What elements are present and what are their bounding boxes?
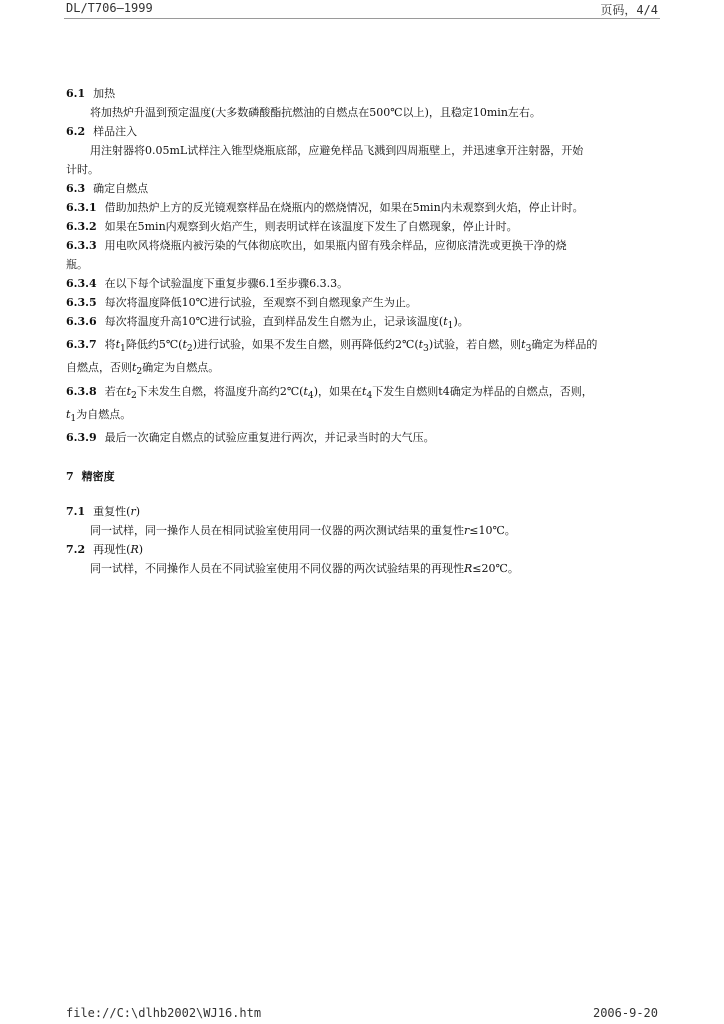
page-number: 页码，4/4 bbox=[600, 3, 658, 17]
section-7-2-text: 同一试样，不同操作人员在不同试验室使用不同仪器的两次试验结果的再现性R≤20℃。 bbox=[90, 561, 519, 575]
section-6-3-3-cont: 瓶。 bbox=[66, 258, 88, 271]
section-7-1-text: 同一试样，同一操作人员在相同试验室使用同一仪器的两次测试结果的重复性r≤10℃。 bbox=[90, 523, 516, 537]
section-6-3-5: 6.3.5 每次将温度降低10℃进行试验，至观察不到自燃现象产生为止。 bbox=[66, 296, 417, 309]
section-7-1-heading: 7.1 重复性(r) bbox=[66, 504, 140, 518]
section-6-3-8: 6.3.8 若在$t_2$下未发生自燃，将温度升高约$2℃(t_4)$，如果在$t_4$下发生自燃则t4确定为样品的自燃点，否则， bbox=[66, 384, 593, 401]
section-6-1-text: 将加热炉升温到预定温度(大多数磷酸酯抗燃油的自燃点在500℃以上)，且稳定10min左右。 bbox=[90, 106, 541, 119]
doc-id: DL/T706—1999 bbox=[66, 1, 153, 15]
section-6-3-3: 6.3.3 用电吹风将烧瓶内被污染的气体彻底吹出，如果瓶内留有残余样品，应彻底清洗或更换干净的烧 bbox=[66, 239, 567, 252]
section-7-heading: 7 精密度 bbox=[66, 469, 115, 483]
section-6-2-heading: 6.2 样品注入 bbox=[66, 125, 138, 138]
section-6-3-7-cont: 自燃点，否则$t_2$确定为自燃点。 bbox=[66, 361, 220, 378]
section-7-2-heading: 7.2 再现性(R) bbox=[66, 542, 144, 556]
footer-date: 2006-9-20 bbox=[592, 1006, 658, 1020]
section-6-1-heading: 6.1 加热 bbox=[66, 87, 116, 100]
section-6-3-1: 6.3.1 借助加热炉上方的反光镜观察样品在烧瓶内的燃烧情况，如果在5min内未观察到火焰，停止计时。 bbox=[66, 201, 584, 214]
section-6-3-8-cont: $t_1$为自燃点。 bbox=[66, 407, 132, 424]
footer-file-path: file://C:\dlhb2002\WJ16.htm bbox=[66, 1006, 262, 1020]
section-6-3-heading: 6.3 确定自燃点 bbox=[66, 182, 149, 195]
section-6-2-text-cont: 计时。 bbox=[66, 163, 99, 176]
header-divider bbox=[64, 18, 660, 19]
section-6-3-6: 6.3.6 每次将温度升高10℃进行试验，直到样品发生自燃为止，记录该温度$(t_1)$。 bbox=[66, 315, 469, 332]
section-6-3-7: 6.3.7 将$t_1$降低约$5℃(t_2)$进行试验，如果不发生自燃，则再降低约$2℃(t_3)$试验，若自燃，则$t_3$确定为样品的 bbox=[66, 338, 598, 355]
section-6-3-4: 6.3.4 在以下每个试验温度下重复步骤6.1至步骤6.3.3。 bbox=[66, 277, 349, 290]
section-6-3-2: 6.3.2 如果在5min内观察到火焰产生，则表明试样在该温度下发生了自燃现象，停止计时。 bbox=[66, 220, 518, 233]
document-body bbox=[66, 84, 666, 578]
section-6-2-text: 用注射器将0.05mL试样注入锥型烧瓶底部，应避免样品飞溅到四周瓶壁上，并迅速拿开注射器，开始 bbox=[90, 144, 584, 157]
page-header bbox=[0, 0, 724, 24]
section-6-3-9: 6.3.9 最后一次确定自燃点的试验应重复进行两次，并记录当时的大气压。 bbox=[66, 430, 435, 444]
